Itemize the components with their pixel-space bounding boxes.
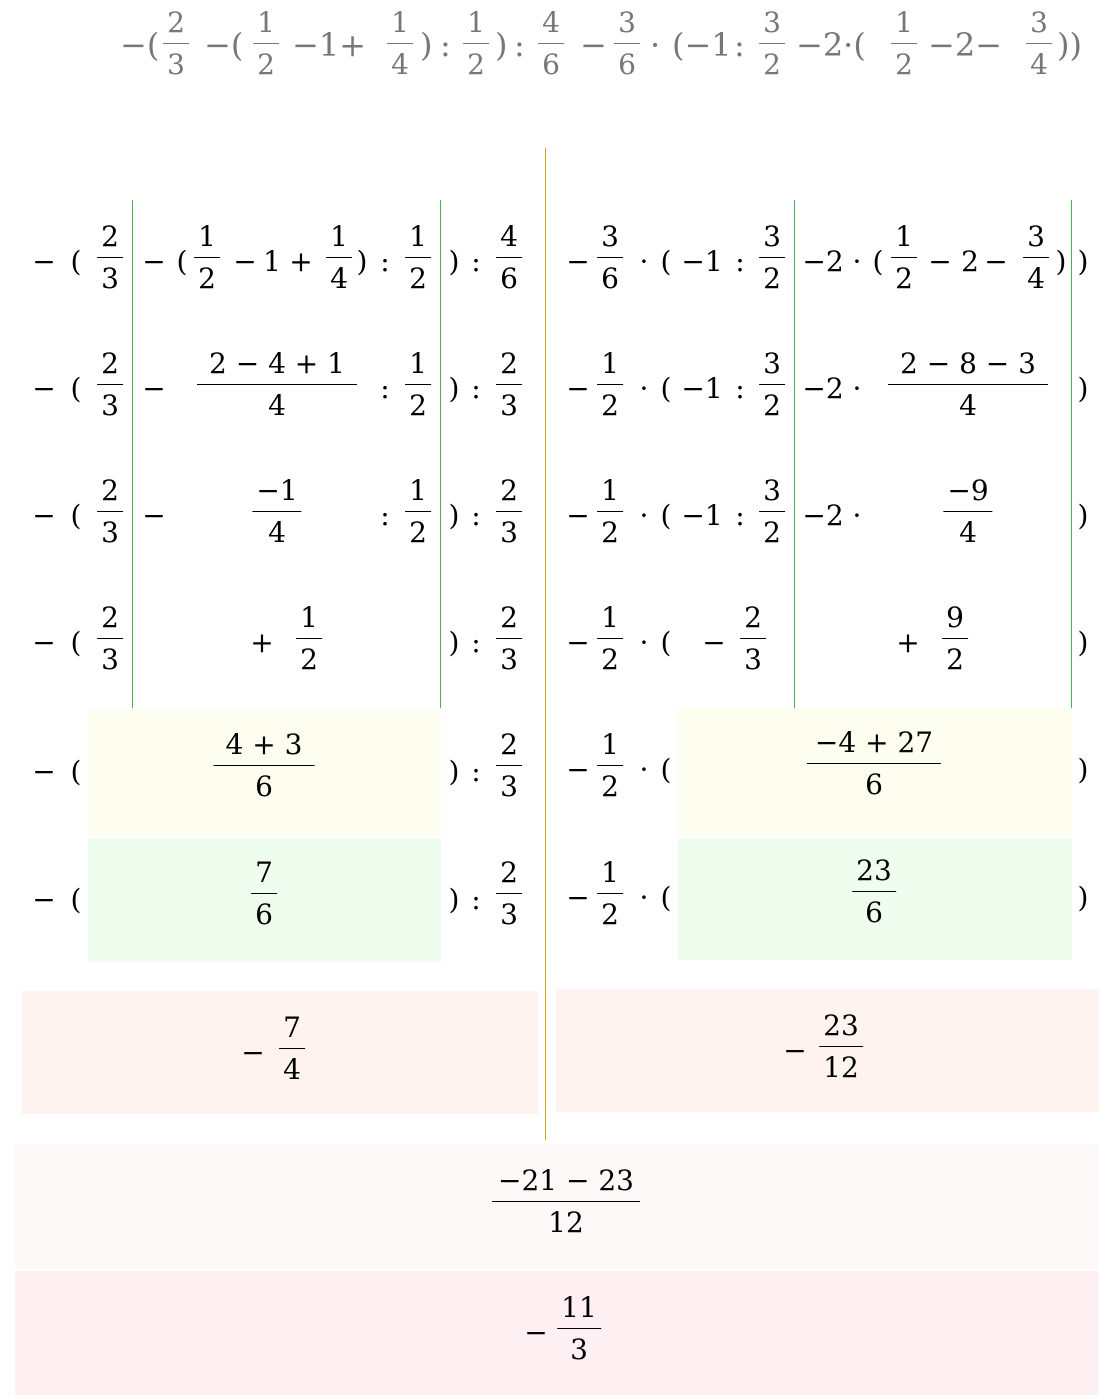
fraction: 3 4: [1023, 222, 1049, 294]
divide-sign: :: [380, 245, 390, 278]
fraction: 1 4: [326, 222, 352, 294]
multiply-sign: ·: [852, 372, 862, 405]
divide-sign: :: [380, 499, 390, 532]
paren-open: (: [660, 753, 672, 786]
multiply-sign: ·: [639, 372, 649, 405]
right-row-5: [0, 708, 1099, 834]
minus-sign: −: [32, 755, 56, 788]
fraction: 1 2: [891, 222, 917, 294]
fraction: 2 3: [496, 349, 522, 421]
paren-open: (: [660, 881, 672, 914]
minus-sign: −: [32, 499, 56, 532]
minus-sign: −: [32, 245, 56, 278]
minus-sign: −: [241, 1036, 265, 1069]
paren-close: ): [448, 499, 460, 532]
paren-open: (: [70, 626, 82, 659]
paren-open: (: [660, 372, 672, 405]
number: −2: [802, 372, 844, 405]
minus-sign: −: [32, 883, 56, 916]
header-fraction: 1 2: [463, 8, 489, 80]
number: −1: [681, 499, 723, 532]
header-token: −2−: [928, 26, 1002, 64]
header-token: :: [514, 26, 525, 64]
header-fraction: 1 2: [253, 8, 279, 80]
multiply-sign: ·: [639, 881, 649, 914]
paren-open: (: [70, 499, 82, 532]
header-fraction: 3 6: [614, 8, 640, 80]
right-row-3: [0, 454, 1099, 580]
paren-close: ): [356, 245, 368, 278]
fraction: 3 2: [759, 476, 785, 548]
divide-sign: :: [471, 626, 481, 659]
fraction: 9 2: [942, 603, 968, 675]
fraction: 1 2: [597, 349, 623, 421]
paren-open: (: [70, 755, 82, 788]
fraction: 1 2: [405, 222, 431, 294]
paren-open: (: [70, 372, 82, 405]
paren-close: ): [448, 372, 460, 405]
number: 1: [263, 245, 281, 278]
minus-sign: −: [566, 753, 590, 786]
minus-sign: −: [32, 372, 56, 405]
paren-close: ): [1077, 372, 1089, 405]
paren-open: (: [660, 626, 672, 659]
minus-sign: −: [984, 245, 1008, 278]
minus-sign: −: [702, 626, 726, 659]
number: −1: [681, 245, 723, 278]
header-token: (−1: [672, 26, 732, 64]
fraction: 2 3: [496, 730, 522, 802]
fraction: 2 3: [97, 349, 123, 421]
paren-open: (: [70, 883, 82, 916]
paren-close: ): [1077, 245, 1089, 278]
minus-sign: −: [142, 499, 166, 532]
minus-sign: −: [566, 626, 590, 659]
final-result-fraction: 11 3: [557, 1293, 601, 1365]
header-token: −(: [120, 26, 160, 64]
divide-sign: :: [735, 499, 745, 532]
plus-sign: +: [250, 626, 274, 659]
right-result: [0, 989, 1099, 1112]
header-fraction: 2 3: [163, 8, 189, 80]
divide-sign: :: [471, 755, 481, 788]
header-fraction: 4 6: [538, 8, 564, 80]
combined-row: [0, 1144, 1099, 1268]
minus-sign: −: [142, 372, 166, 405]
fraction: 3 6: [597, 222, 623, 294]
header-token: −(: [204, 26, 244, 64]
paren-close: ): [1077, 881, 1089, 914]
paren-close: ): [448, 626, 460, 659]
minus-sign: −: [32, 626, 56, 659]
number: −1: [681, 372, 723, 405]
fraction: 7 4: [279, 1013, 305, 1085]
fraction: 1 2: [597, 858, 623, 930]
multiply-sign: ·: [639, 499, 649, 532]
fraction: 1 2: [405, 476, 431, 548]
fraction: 2 3: [496, 603, 522, 675]
divide-sign: :: [471, 499, 481, 532]
paren-close: ): [448, 883, 460, 916]
fraction: 2 − 8 − 3 4: [888, 349, 1048, 421]
fraction: 23 12: [819, 1011, 863, 1083]
header-fraction: 1 2: [891, 8, 917, 80]
header-token: −2·(: [796, 26, 866, 64]
minus-sign: −: [142, 245, 166, 278]
fraction: −21 − 23 12: [492, 1166, 640, 1238]
fraction: 3 2: [759, 222, 785, 294]
minus-sign: −: [928, 245, 952, 278]
fraction: −4 + 27 6: [807, 728, 941, 800]
right-row-6: [0, 836, 1099, 962]
number: 2: [961, 245, 979, 278]
header-token: ): [420, 26, 433, 64]
paren-open: (: [660, 245, 672, 278]
multiply-sign: ·: [639, 753, 649, 786]
fraction: 2 3: [97, 476, 123, 548]
fraction: 2 3: [97, 222, 123, 294]
plus-sign: +: [289, 245, 313, 278]
paren-open: (: [872, 245, 884, 278]
paren-close: ): [1077, 626, 1089, 659]
header-fraction: 3 2: [759, 8, 785, 80]
right-row-1: [0, 200, 1099, 326]
fraction: 1 2: [194, 222, 220, 294]
minus-sign: −: [566, 245, 590, 278]
header-token: :: [734, 26, 745, 64]
paren-open: (: [176, 245, 188, 278]
fraction: 2 3: [496, 476, 522, 548]
fraction: 1 2: [405, 349, 431, 421]
minus-sign: −: [783, 1034, 807, 1067]
multiply-sign: ·: [852, 245, 862, 278]
header-fraction: 3 4: [1026, 8, 1052, 80]
right-row-2: [0, 327, 1099, 453]
fraction: 2 3: [496, 858, 522, 930]
divide-sign: :: [735, 245, 745, 278]
paren-open: (: [70, 245, 82, 278]
multiply-sign: ·: [852, 499, 862, 532]
multiply-sign: ·: [639, 245, 649, 278]
fraction: 3 2: [759, 349, 785, 421]
header-token: −: [580, 26, 607, 64]
divide-sign: :: [471, 245, 481, 278]
fraction: 1 2: [597, 603, 623, 675]
paren-close: ): [448, 245, 460, 278]
divide-sign: :: [471, 372, 481, 405]
fraction: −9 4: [943, 476, 992, 548]
minus-sign: −: [566, 372, 590, 405]
divide-sign: :: [735, 372, 745, 405]
fraction: 7 6: [251, 858, 277, 930]
fraction: 1 2: [597, 730, 623, 802]
number: −2: [802, 245, 844, 278]
minus-sign: −: [566, 881, 590, 914]
fraction: 23 6: [852, 856, 896, 928]
multiply-sign: ·: [639, 626, 649, 659]
fraction: 2 3: [740, 603, 766, 675]
right-row-4: [0, 581, 1099, 707]
minus-sign: −: [566, 499, 590, 532]
fraction: 1 2: [597, 476, 623, 548]
fraction: 2 3: [97, 603, 123, 675]
header-token: ·: [650, 26, 661, 64]
header-token: ): [495, 26, 508, 64]
header-token: )): [1057, 26, 1082, 64]
paren-close: ): [1055, 245, 1067, 278]
fraction: 4 6: [496, 222, 522, 294]
fraction: 2 − 4 + 1 4: [197, 349, 357, 421]
number: −2: [802, 499, 844, 532]
plus-sign: +: [896, 626, 920, 659]
fraction: 1 2: [296, 603, 322, 675]
final-row: [0, 1271, 1099, 1395]
paren-close: ): [1077, 499, 1089, 532]
minus-sign: −: [233, 245, 257, 278]
paren-close: ): [448, 755, 460, 788]
header-fraction: 1 4: [387, 8, 413, 80]
header-token: :: [440, 26, 451, 64]
paren-close: ): [1077, 753, 1089, 786]
fraction: −1 4: [252, 476, 301, 548]
minus-sign: −: [524, 1316, 548, 1349]
header-token: −1+: [292, 26, 366, 64]
divide-sign: :: [471, 883, 481, 916]
paren-open: (: [660, 499, 672, 532]
divide-sign: :: [380, 372, 390, 405]
fraction: 4 + 3 6: [214, 730, 315, 802]
